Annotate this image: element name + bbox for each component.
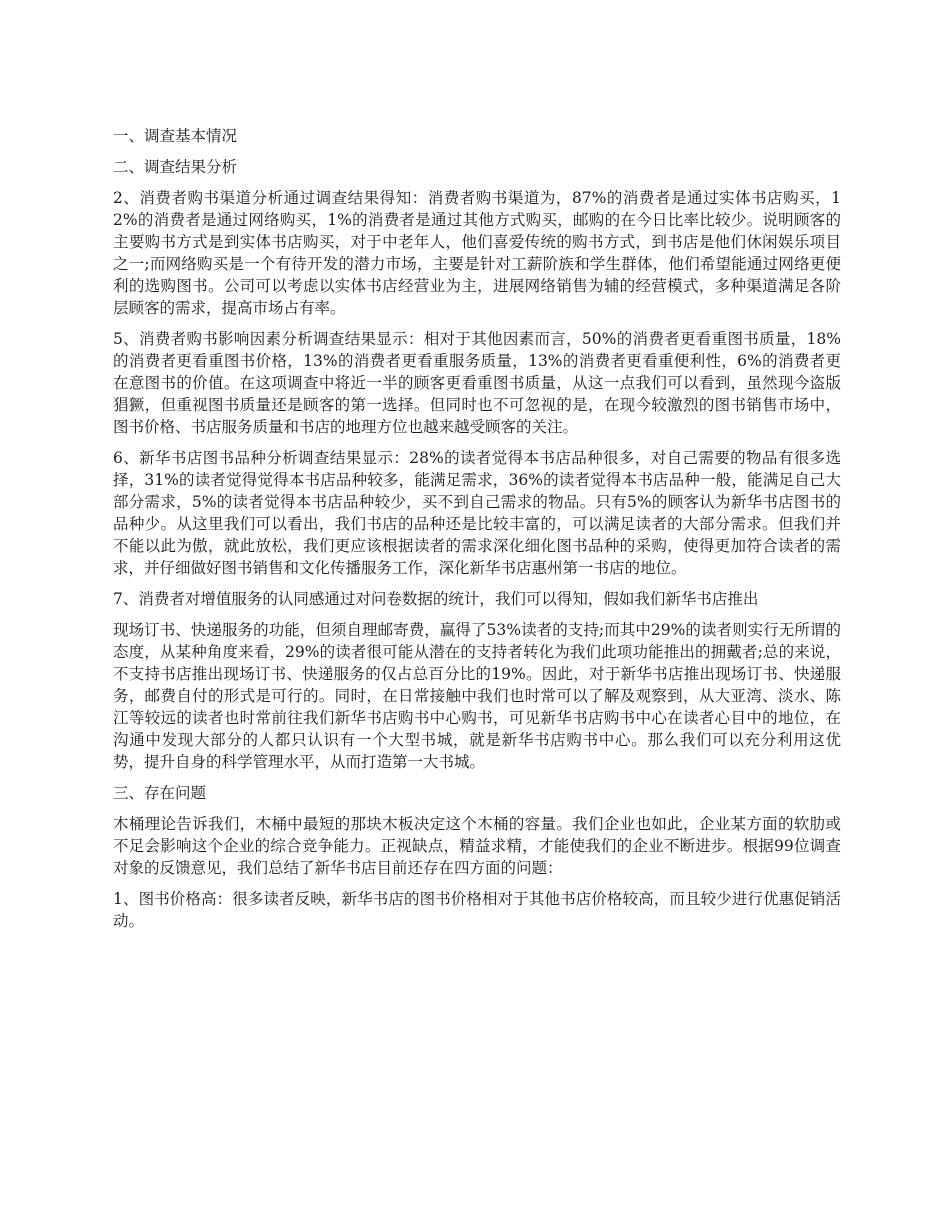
section-heading-results-analysis: 二、调查结果分析 (113, 158, 238, 176)
document-body (113, 125, 841, 941)
section-heading-problems: 三、存在问题 (113, 784, 207, 802)
paragraph-book-variety: 6、新华书店图书品种分析调查结果显示：28%的读者觉得本书店品种很多，对自己需要的物品有很多选择，31%的读者觉得觉得本书店品种较多，能满足需求，36%的读者觉得本书店品种一般，能满足自己大部分需求，5%的读者觉得本书店品种较少，买不到自己需求的物品。只有5%的顾客认为新华书店图书的品种少。从这里我们可以看出，我们书店的品种还是比较丰富的，可以满足读者的大部分需求。但我们并不能以此为傲，就此放松，我们更应该根据读者的需求深化细化图书品种的采购，使得更加符合读者的需求，并仔细做好图书销售和文化传播服务工作，深化新华书店惠州第一书店的地位。 (113, 449, 841, 577)
paragraph-purchase-channels: 2、消费者购书渠道分析通过调查结果得知：消费者购书渠道为，87%的消费者是通过实体书店购买，12%的消费者是通过网络购买，1%的消费者是通过其他方式购买，邮购的在今日比率比较少。说明顾客的主要购书方式是到实体书店购买，对于中老年人，他们喜爱传统的购书方式，到书店是他们休闲娱乐项目之一;而网络购买是一个有待开发的潜力市场，主要是针对工薪阶族和学生群体，他们希望能通过网络更便利的选购图书。公司可以考虑以实体书店经营业为主，进展网络销售为辅的经营模式，多种渠道满足各阶层顾客的需求，提高市场占有率。 (113, 189, 841, 317)
paragraph-price-issue: 1、图书价格高：很多读者反映，新华书店的图书价格相对于其他书店价格较高，而且较少进行优惠促销活动。 (113, 890, 841, 930)
paragraph-value-added-intro: 7、消费者对增值服务的认同感通过对问卷数据的统计，我们可以得知，假如我们新华书店推出 (113, 590, 759, 608)
paragraph-barrel-theory: 木桶理论告诉我们，木桶中最短的那块木板决定这个木桶的容量。我们企业也如此，企业某方面的软肋或不足会影响这个企业的综合竞争能力。正视缺点，精益求精，才能使我们的企业不断进步。根据99位调查对象的反馈意见，我们总结了新华书店目前还存在四方面的问题： (113, 815, 841, 877)
paragraph-purchase-factors: 5、消费者购书影响因素分析调查结果显示：相对于其他因素而言，50%的消费者更看重图书质量，18%的消费者更看重图书价格，13%的消费者更看重服务质量，13%的消费者更看重便利性，6%的消费者更在意图书的价值。在这项调查中将近一半的顾客更看重图书质量，从这一点我们可以看到，虽然现今盗版猖獗，但重视图书质量还是顾客的第一选择。但同时也不可忽视的是，在现今较激烈的图书销售市场中，图书价格、书店服务质量和书店的地理方位也越来越受顾客的关注。 (113, 330, 841, 436)
paragraph-value-added-detail: 现场订书、快递服务的功能，但须自理邮寄费，赢得了53%读者的支持;而其中29%的读者则实行无所谓的态度，从某种角度来看，29%的读者很可能从潜在的支持者转化为我们此项功能推出的拥戴者;总的来说，不支持书店推出现场订书、快递服务的仅占总百分比的19%。因此，对于新华书店推出现场订书、快递服务，邮费自付的形式是可行的。同时，在日常接触中我们也时常可以了解及观察到，从大亚湾、淡水、陈江等较远的读者也时常前往我们新华书店购书中心购书，可见新华书店购书中心在读者心目中的地位，在沟通中发现大部分的人都只认识有一个大型书城，就是新华书店购书中心。那么我们可以充分利用这优势，提升自身的科学管理水平，从而打造第一大书城。 (113, 621, 841, 771)
section-heading-survey-basics: 一、调查基本情况 (113, 127, 238, 145)
